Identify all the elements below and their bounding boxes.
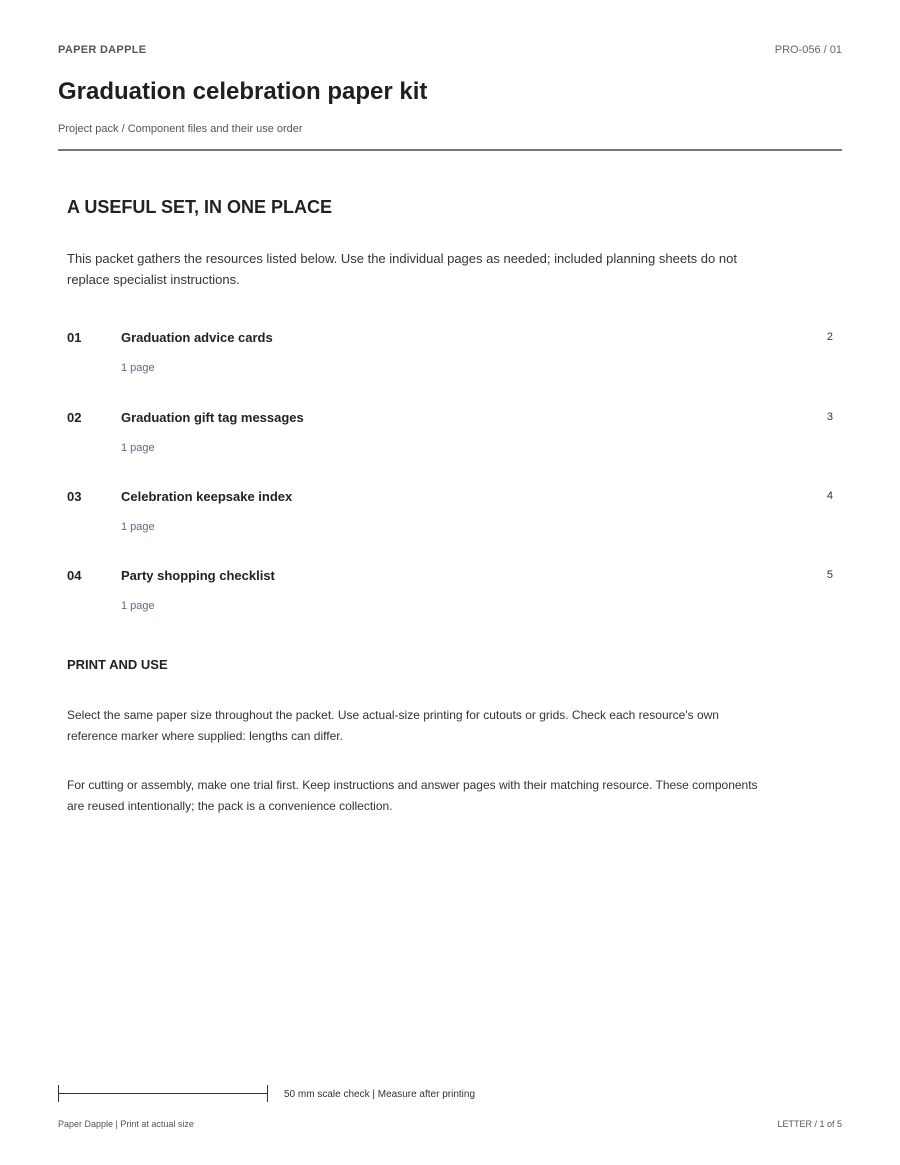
footer-brand: Paper Dapple | Print at actual size: [58, 1119, 194, 1129]
contents-item-page: 2: [826, 331, 833, 343]
contents-item: [67, 489, 833, 549]
page-subtitle: Project pack / Component files and their use order: [58, 123, 303, 135]
assembly-paragraph: For cutting or assembly, make one trial first. Keep instructions and answer pages with their matching resource. These components are reused intentionally; the pack is a convenience collection.: [67, 778, 758, 813]
intro-text: This packet gathers the resources listed below. Use the individual pages as needed; included planning sheets do not replace specialist instructions.: [67, 251, 737, 287]
contents-item-title: Graduation advice cards: [121, 330, 273, 345]
document-code: PRO-056 / 01: [774, 44, 842, 56]
contents-item-page: 5: [826, 569, 833, 581]
contents-item-number: 02: [67, 410, 82, 425]
contents-item-length: 1 page: [121, 362, 155, 374]
brand-name: PAPER DAPPLE: [58, 44, 147, 56]
contents-item-length: 1 page: [121, 442, 155, 454]
contents-item: [67, 330, 833, 390]
footer-page-info: LETTER / 1 of 5: [777, 1119, 842, 1129]
scale-check-label: 50 mm scale check | Measure after printing: [284, 1089, 476, 1100]
contents-item-number: 01: [67, 330, 82, 345]
scale-tick-right: [267, 1085, 268, 1102]
contents-item-page: 3: [826, 411, 833, 423]
header-row: [58, 44, 842, 58]
page-title: Graduation celebration paper kit: [58, 78, 428, 105]
scale-check-bar: [58, 1085, 268, 1103]
contents-item-title: Party shopping checklist: [121, 568, 275, 583]
contents-item: [67, 410, 833, 470]
contents-item-page: 4: [826, 490, 833, 502]
print-and-use-heading: PRINT AND USE: [67, 657, 168, 672]
scale-line: [58, 1093, 268, 1094]
contents-item-title: Graduation gift tag messages: [121, 410, 304, 425]
intro-heading: A USEFUL SET, IN ONE PLACE: [67, 197, 333, 217]
contents-item: [67, 568, 833, 628]
contents-item-length: 1 page: [121, 521, 155, 533]
contents-item-length: 1 page: [121, 600, 155, 612]
contents-item-number: 04: [67, 568, 82, 583]
header-divider: [58, 149, 842, 151]
contents-item-title: Celebration keepsake index: [121, 489, 293, 504]
print-and-use-paragraph: Select the same paper size throughout the packet. Use actual-size printing for cutouts or grids. Check each resource's own reference marker where supplied: lengths can differ.: [67, 708, 719, 743]
contents-item-number: 03: [67, 489, 82, 504]
